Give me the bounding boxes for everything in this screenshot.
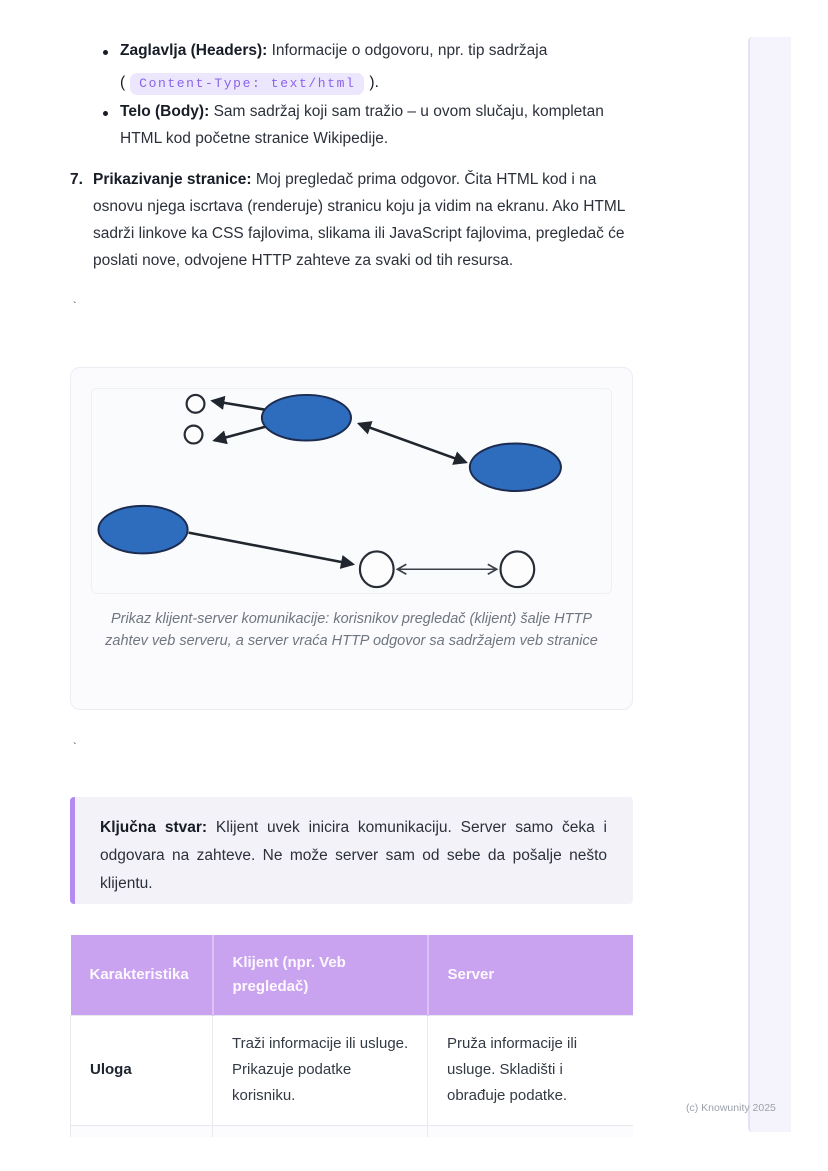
copyright-watermark: (c) Knowunity 2025 bbox=[686, 1102, 776, 1114]
stray-backtick: ` bbox=[71, 300, 79, 314]
bullet-item-headers bbox=[120, 37, 636, 97]
bullet-text-body: Sam sadržaj koji sam tražio – u ovom slučaju, kompletan HTML kod početne stranice Wikipedije. bbox=[120, 103, 604, 147]
comparison-table bbox=[70, 935, 633, 1137]
header-karakteristika: Karakteristika bbox=[71, 935, 213, 1015]
close-paren: ). bbox=[369, 74, 379, 91]
bullet-item-body bbox=[120, 98, 640, 152]
cell-row-label: Uloga bbox=[71, 1015, 213, 1125]
figure-image-panel bbox=[91, 388, 612, 594]
bullet-bold-body: Telo (Body): bbox=[120, 103, 210, 120]
cell-klijent-uloga: Traži informacije ili usluge. Prikazuje podatke korisniku. bbox=[213, 1015, 428, 1125]
inline-code-content-type: Content-Type: text/html bbox=[130, 73, 364, 95]
bullet-dot bbox=[103, 50, 108, 55]
table-row-partial bbox=[71, 1125, 634, 1137]
bullet-bold-headers: Zaglavlja (Headers): bbox=[120, 42, 268, 59]
callout-bold-label: Ključna stvar: bbox=[100, 819, 208, 836]
list-number-7: 7. bbox=[70, 171, 83, 188]
open-paren: ( bbox=[120, 74, 126, 91]
callout-text: Klijent uvek inicira komunikaciju. Server samo čeka i odgovara na zahteve. Ne može server sam od sebe da pošalje nešto klijentu. bbox=[100, 819, 607, 892]
header-klijent: Klijent (npr. Veb pregledač) bbox=[213, 935, 428, 1015]
cell-server-uloga: Pruža informacije ili usluge. Skladišti i obrađuje podatke. bbox=[428, 1015, 634, 1125]
diagram-small-circle-1 bbox=[187, 395, 205, 413]
diagram-blue-ellipse-right bbox=[470, 443, 561, 491]
cell-partial bbox=[213, 1125, 428, 1137]
table-header-row bbox=[71, 935, 634, 1015]
figure-caption: Prikaz klijent-server komunikacije: korisnikov pregledač (klijent) šalje HTTP zahtev veb serveru, a server vraća HTTP odgovor sa sadržajem veb stranice bbox=[105, 611, 598, 649]
diagram-open-circle-1 bbox=[360, 551, 394, 587]
stray-backtick: ` bbox=[71, 741, 79, 755]
comparison-table-container bbox=[70, 935, 633, 1137]
scrollbar-track[interactable] bbox=[748, 37, 791, 1132]
client-server-diagram-image bbox=[92, 389, 611, 593]
numbered-item-text: Moj pregledač prima odgovor. Čita HTML kod i na osnovu njega iscrtava (renderuje) stranicu koju ja vidim na ekranu. Ako HTML sadrži linkove ka CSS fajlovima, slikama ili JavaScript fajlovima, pregledač će poslati nove, odvojene HTTP zahteve za svaki od tih resursa. bbox=[93, 171, 625, 269]
key-point-callout bbox=[70, 797, 633, 904]
figure-card bbox=[70, 367, 633, 710]
table-row-uloga bbox=[71, 1015, 634, 1125]
bullet-dot bbox=[103, 111, 108, 116]
bullet-text-headers: Informacije o odgovoru, npr. tip sadržaja bbox=[267, 42, 548, 59]
diagram-small-circle-2 bbox=[185, 426, 203, 444]
diagram-blue-ellipse-top bbox=[262, 395, 351, 441]
numbered-item-rendering bbox=[93, 166, 635, 274]
diagram-open-circle-2 bbox=[501, 551, 535, 587]
cell-partial bbox=[71, 1125, 213, 1137]
diagram-blue-ellipse-left bbox=[98, 506, 187, 554]
cell-partial bbox=[428, 1125, 634, 1137]
code-line bbox=[120, 69, 636, 97]
numbered-item-bold: Prikazivanje stranice: bbox=[93, 171, 252, 188]
header-server: Server bbox=[428, 935, 634, 1015]
